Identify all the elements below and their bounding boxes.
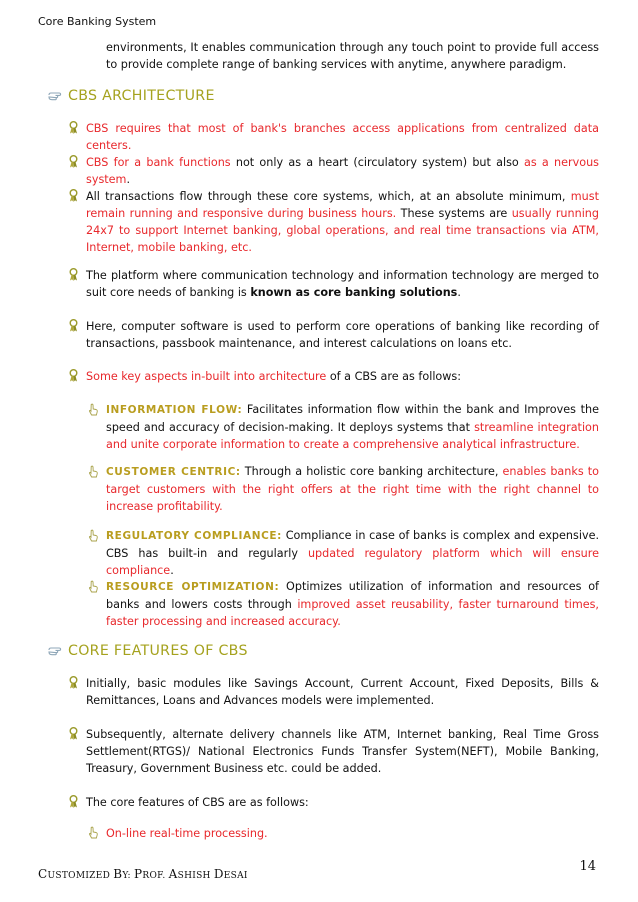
bullet-computer-software: Here, computer software is used to perform core operations of banking like recording of transactions, passbook maintenance, and interest calculations on loans etc.	[86, 320, 599, 350]
sub-bullet-information-flow: INFORMATION FLOW: Facilitates information flow within the bank and Improves the speed and accuracy of decision-making. It deploys systems that streamline integration and unite corporate information to create a comprehensive analytical infrastructure.	[106, 403, 599, 451]
sub-bullet-online-processing: On-line real-time processing.	[106, 827, 268, 840]
bullet-key-aspects: Some key aspects in-built into architecture of a CBS are as follows:	[86, 370, 462, 383]
award-ribbon-icon	[68, 319, 79, 332]
award-ribbon-icon	[68, 795, 79, 808]
running-header: Core Banking System	[38, 15, 157, 28]
award-ribbon-icon	[68, 189, 79, 202]
pointing-hand-icon	[48, 645, 62, 657]
section-heading-core-features	[48, 643, 248, 659]
bullet-basic-modules: Initially, basic modules like Savings Account, Current Account, Fixed Deposits, Bills & Remittances, Loans and Advances models were implemented.	[86, 677, 599, 707]
section-title: CORE FEATURES OF CBS	[68, 643, 248, 659]
sub-bullet-resource-optimization: RESOURCE OPTIMIZATION: Optimizes utilization of information and resources of banks and lowers costs through improved asset reusability, faster turnaround times, faster processing and increased accuracy.	[106, 580, 599, 628]
footer-author: CUSTOMIZED BY: PROF. ASHISH DESAI	[38, 867, 248, 881]
section-heading-cbs-architecture	[48, 88, 215, 104]
award-ribbon-icon	[68, 676, 79, 689]
sub-bullet-customer-centric: CUSTOMER CENTRIC: Through a holistic core banking architecture, enables banks to target customers with the right offers at the right time with the right channel to increase profitability.	[106, 465, 600, 513]
bullet-core-features-intro: The core features of CBS are as follows:	[86, 796, 309, 809]
award-ribbon-icon	[68, 155, 79, 168]
bullet-delivery-channels: Subsequently, alternate delivery channels like ATM, Internet banking, Real Time Gross Settlement(RTGS)/ National Electronics Funds Transfer System(NEFT), Mobile Banking, Treasury, Government Business etc. could be added.	[86, 728, 599, 775]
page-number: 14	[579, 859, 596, 874]
section-title: CBS ARCHITECTURE	[68, 88, 215, 104]
pointer-hand-icon	[88, 529, 99, 542]
award-ribbon-icon	[68, 268, 79, 281]
bullet-transactions-flow: All transactions flow through these core systems, which, at an absolute minimum, must remain running and responsive during business hours. These systems are usually running 24x7 to support Internet banking, global operations, and real time transactions via ATM, Internet, mobile banking, etc.	[86, 190, 599, 254]
award-ribbon-icon	[68, 727, 79, 740]
pointer-hand-icon	[88, 403, 99, 416]
bullet-platform-definition: The platform where communication technology and information technology are merged to suit core needs of banking is known as core banking solutions.	[86, 269, 599, 299]
award-ribbon-icon	[68, 121, 79, 134]
pointing-hand-icon	[48, 90, 62, 102]
sub-bullet-regulatory-compliance: REGULATORY COMPLIANCE: Compliance in case of banks is complex and expensive. CBS has built-in and regularly updated regulatory platform which will ensure compliance.	[106, 529, 600, 577]
pointer-hand-icon	[88, 826, 99, 839]
bullet-heart-and-nervous-system: CBS for a bank functions not only as a heart (circulatory system) but also as a nervous system.	[86, 156, 599, 186]
bullet-centralized-data-centers: CBS requires that most of bank's branches access applications from centralized data centers.	[86, 122, 599, 152]
pointer-hand-icon	[88, 465, 99, 478]
award-ribbon-icon	[68, 369, 79, 382]
pointer-hand-icon	[88, 580, 99, 593]
intro-paragraph: environments, It enables communication through any touch point to provide full access to provide complete range of banking services with anytime, anywhere paradigm.	[106, 41, 599, 71]
